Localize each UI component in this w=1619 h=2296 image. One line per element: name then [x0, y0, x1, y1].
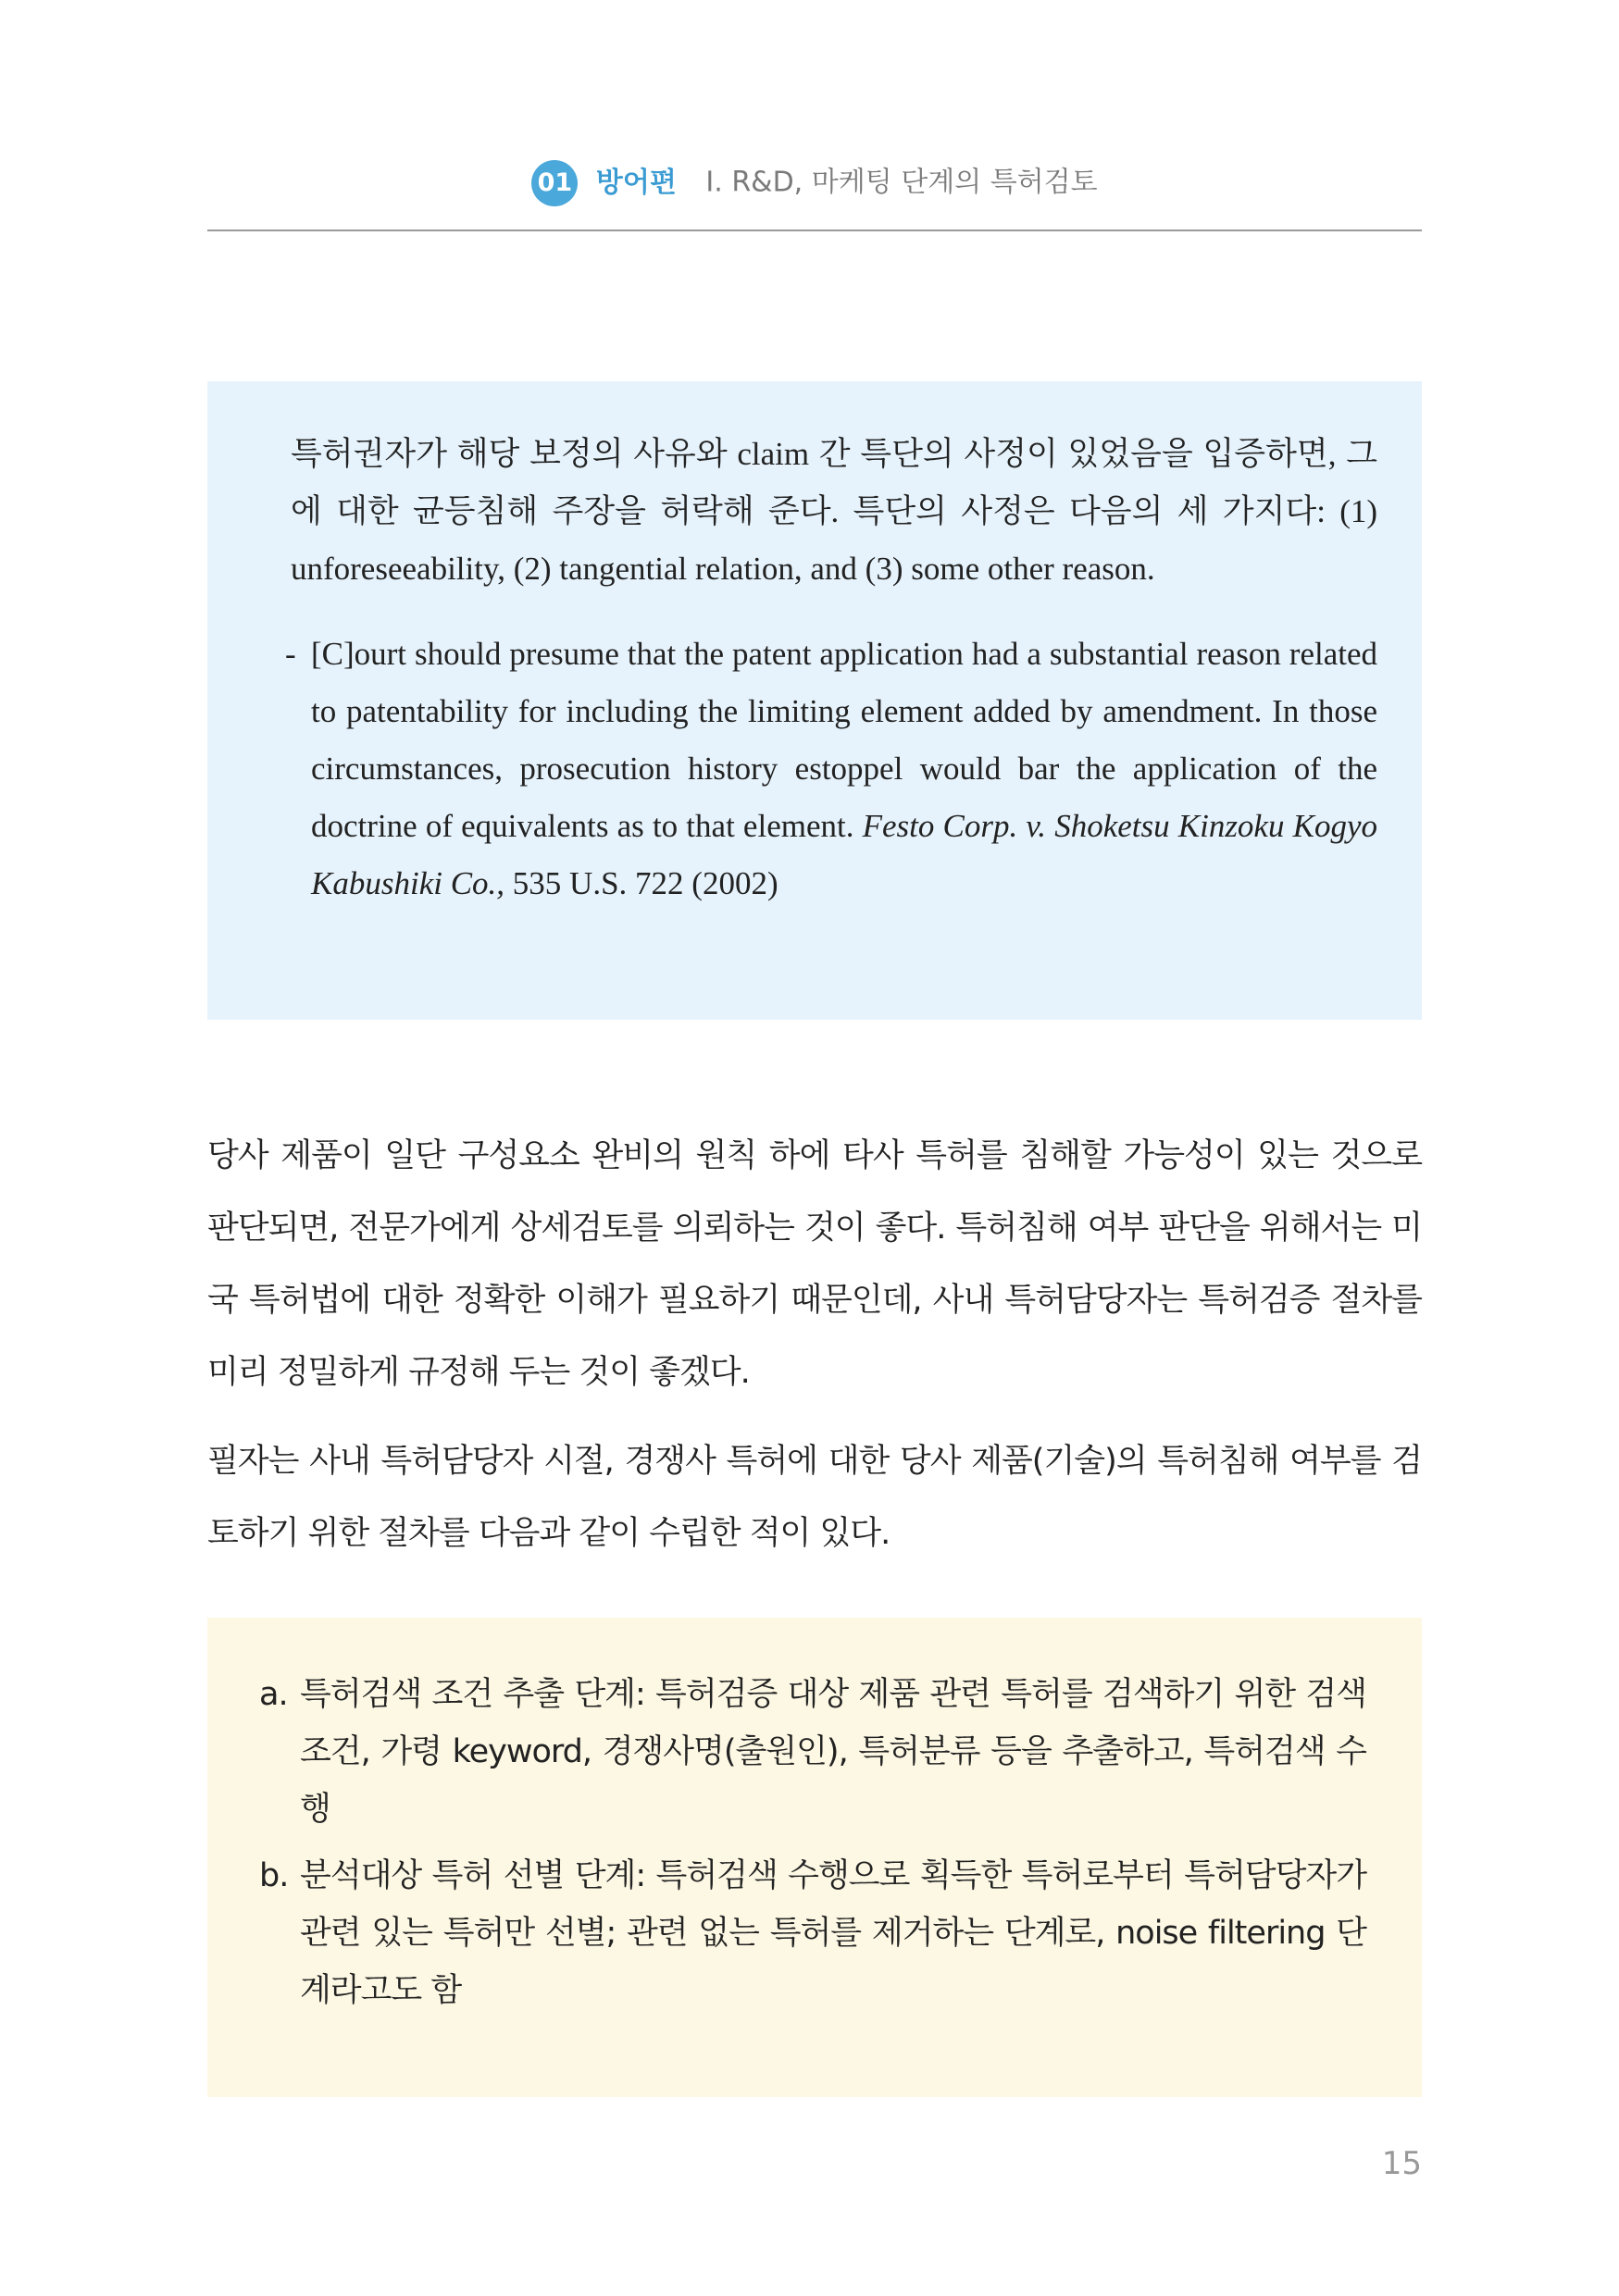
case-citation-italic: Festo Corp. v. Shoketsu Kinzoku Kogyo Kabushiki Co.,	[311, 808, 1377, 901]
page-number: 15	[1381, 2145, 1422, 2182]
body-paragraph-1: 당사 제품이 일단 구성요소 완비의 원칙 하에 타사 특허를 침해할 가능성이 있는 것으로 판단되면, 전문가에게 상세검토를 의뢰하는 것이 좋다. 특허침해 여부 판단을 위해서는 미국 특허법에 대한 정확한 이해가 필요하기 때문인데, 사내 특허담당자는 특허검증 절차를 미리 정밀하게 규정해 두는 것이 좋겠다.	[207, 1137, 1422, 1391]
procedure-steps-box	[207, 1618, 1422, 2097]
case-citation-reference: 535 U.S. 722 (2002)	[512, 865, 778, 901]
step-text: 특허검색 조건 추출 단계: 특허검증 대상 제품 관련 특허를 검색하기 위한 검색조건, 가령 keyword, 경쟁사명(출원인), 특허분류 등을 추출하고, 특허검색 수행	[300, 1676, 1366, 1828]
chapter-name: 방어편	[595, 166, 677, 199]
step-text: 분석대상 특허 선별 단계: 특허검색 수행으로 획득한 특허로부터 특허담당자가 관련 있는 특허만 선별; 관련 없는 특허를 제거하는 단계로, noise filtering 단계라고도 함	[300, 1857, 1366, 2009]
step-item-b	[259, 1847, 1366, 2019]
header-content	[207, 159, 1422, 206]
quote-paragraph: 특허권자가 해당 보정의 사유와 claim 간 특단의 사정이 있었음을 입증하면, 그에 대한 균등침해 주장을 허락해 준다. 특단의 사정은 다음의 세 가지다: (1) unforeseeability, (2) tangential relation, and (3) some other reason.	[291, 436, 1377, 587]
body-text	[207, 1120, 1422, 1586]
step-item-a	[259, 1666, 1366, 1838]
step-marker: a.	[259, 1676, 288, 1713]
quote-list-item	[285, 626, 1377, 912]
dash-marker: -	[285, 636, 296, 672]
body-paragraph-2: 필자는 사내 특허담당자 시절, 경쟁사 특허에 대한 당사 제품(기술)의 특허침해 여부를 검토하기 위한 절차를 다음과 같이 수립한 적이 있다.	[207, 1443, 1422, 1552]
quote-box	[207, 381, 1422, 1020]
quote-item-text: [C]ourt should presume that the patent application had a substantial reason related to patentability for including the limiting element added by amendment. In those circumstances, prosecution history estoppel would bar the application of the doctrine of equivalents as to that element.	[311, 636, 1377, 844]
section-title: Ⅰ. R&D, 마케팅 단계의 특허검토	[705, 166, 1098, 199]
step-marker: b.	[259, 1857, 289, 1894]
page-header	[207, 159, 1422, 231]
chapter-number-badge: 01	[531, 160, 578, 206]
